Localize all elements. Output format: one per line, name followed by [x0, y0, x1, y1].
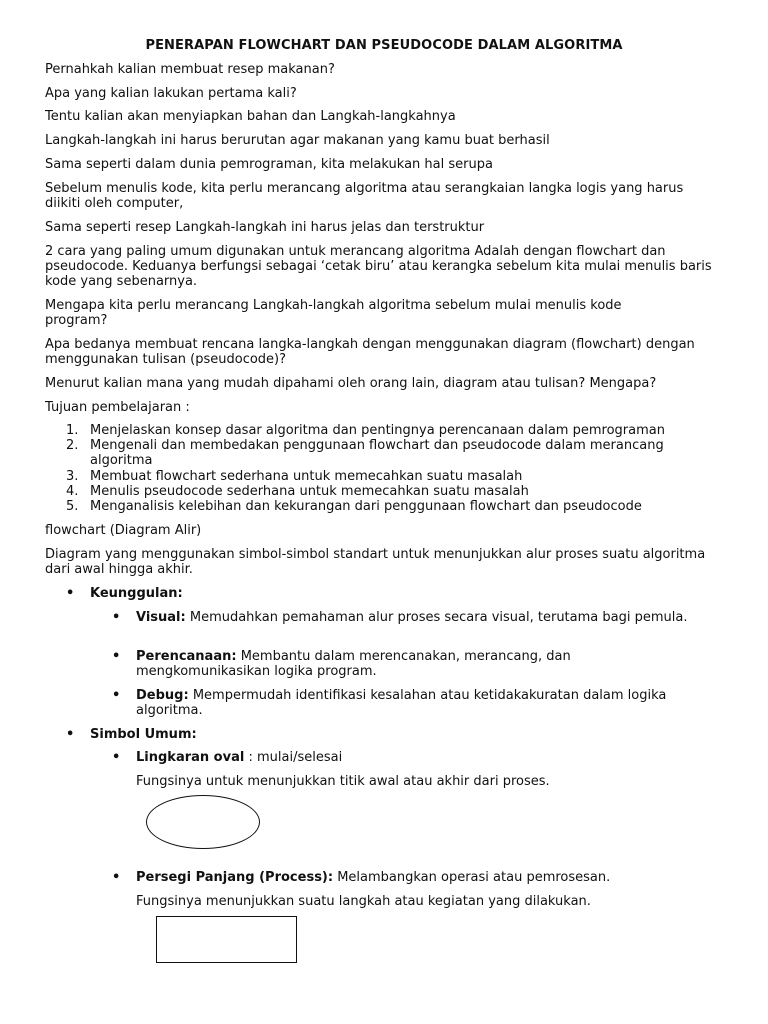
intro-line: Sama seperti resep Langkah-langkah ini harus jelas dan terstruktur — [45, 220, 485, 235]
flowchart-definition: Diagram yang menggunakan simbol-simbol standart untuk menunjukkan alur proses suatu algoritma dari awal hingga akhir. — [45, 547, 706, 577]
symbol-function: Fungsinya menunjukkan suatu langkah atau kegiatan yang dilakukan. — [136, 894, 591, 909]
objective-text: Mengenali dan membedakan penggunaan flowchart dan pseudocode dalam merancang algoritma — [90, 438, 664, 468]
advantage-text — [136, 649, 696, 679]
objective-number: 2. — [66, 438, 79, 453]
intro-paragraph: Sebelum menulis kode, kita perlu merancang algoritma atau serangkaian langka logis yang harus diikiti oleh computer, — [45, 181, 684, 211]
advantage-label: Perencanaan: — [136, 649, 237, 664]
symbol-label: Lingkaran oval — [136, 750, 245, 765]
question-paragraph: Mengapa kita perlu merancang Langkah-langkah algoritma sebelum mulai menulis kode program? — [45, 298, 622, 328]
objective-number: 3. — [66, 469, 79, 484]
symbol-text — [136, 750, 696, 765]
intro-paragraph: 2 cara yang paling umum digunakan untuk merancang algoritma Adalah dengan flowchart dan pseudocode. Keduanya berfungsi sebagai ‘cetak biru’ atau kerangka sebelum kita mulai menulis baris kode yang sebenarnya. — [45, 244, 712, 289]
symbol-label: Persegi Panjang (Process): — [136, 870, 334, 885]
bullet-icon: • — [112, 870, 121, 885]
advantage-desc: Membantu dalam merencanakan, merancang, dan mengkomunikasikan logika program. — [136, 649, 571, 679]
bullet-icon: • — [112, 649, 121, 664]
advantage-label: Debug: — [136, 688, 189, 703]
bullet-icon: • — [66, 586, 75, 601]
objective-number: 4. — [66, 484, 79, 499]
symbol-function: Fungsinya untuk menunjukkan titik awal atau akhir dari proses. — [136, 774, 550, 789]
advantage-label: Visual: — [136, 610, 186, 625]
objectives-heading: Tujuan pembelajaran : — [45, 400, 190, 415]
objective-number: 5. — [66, 499, 79, 514]
bullet-icon: • — [112, 750, 121, 765]
objective-text: Menulis pseudocode sederhana untuk memecahkan suatu masalah — [90, 484, 529, 499]
section-heading: flowchart (Diagram Alir) — [45, 523, 202, 538]
advantage-text — [136, 688, 696, 718]
objective-text: Membuat flowchart sederhana untuk memecahkan suatu masalah — [90, 469, 523, 484]
question-line: Menurut kalian mana yang mudah dipahami oleh orang lain, diagram atau tulisan? Mengapa? — [45, 376, 657, 391]
bullet-icon: • — [112, 688, 121, 703]
objective-text: Menganalisis kelebihan dan kekurangan dari penggunaan flowchart dan pseudocode — [90, 499, 642, 514]
advantage-text — [136, 610, 696, 625]
objective-text: Menjelaskan konsep dasar algoritma dan pentingnya perencanaan dalam pemrograman — [90, 423, 665, 438]
question-paragraph: Apa bedanya membuat rencana langka-langkah dengan menggunakan diagram (flowchart) dengan menggunakan tulisan (pseudocode)? — [45, 337, 695, 367]
advantage-desc: Memudahkan pemahaman alur proses secara visual, terutama bagi pemula. — [185, 610, 688, 625]
intro-line: Apa yang kalian lakukan pertama kali? — [45, 86, 297, 101]
intro-line: Langkah-langkah ini harus berurutan agar makanan yang kamu buat berhasil — [45, 133, 550, 148]
advantage-desc: Mempermudah identifikasi kesalahan atau ketidakakuratan dalam logika algoritma. — [136, 688, 667, 718]
symbol-desc: : mulai/selesai — [244, 750, 343, 765]
objective-number: 1. — [66, 423, 79, 438]
symbol-desc: Melambangkan operasi atau pemrosesan. — [333, 870, 611, 885]
advantages-heading: Keunggulan: — [90, 586, 183, 601]
intro-line: Tentu kalian akan menyiapkan bahan dan Langkah-langkahnya — [45, 109, 456, 124]
bullet-icon: • — [66, 727, 75, 742]
symbols-heading: Simbol Umum: — [90, 727, 197, 742]
bullet-icon: • — [112, 610, 121, 625]
oval-terminator-shape — [146, 795, 260, 849]
symbol-text — [136, 870, 696, 885]
process-rectangle-shape — [156, 916, 297, 963]
page-title: PENERAPAN FLOWCHART DAN PSEUDOCODE DALAM ALGORITMA — [145, 38, 623, 53]
intro-line: Sama seperti dalam dunia pemrograman, kita melakukan hal serupa — [45, 157, 493, 172]
intro-line: Pernahkah kalian membuat resep makanan? — [45, 62, 335, 77]
